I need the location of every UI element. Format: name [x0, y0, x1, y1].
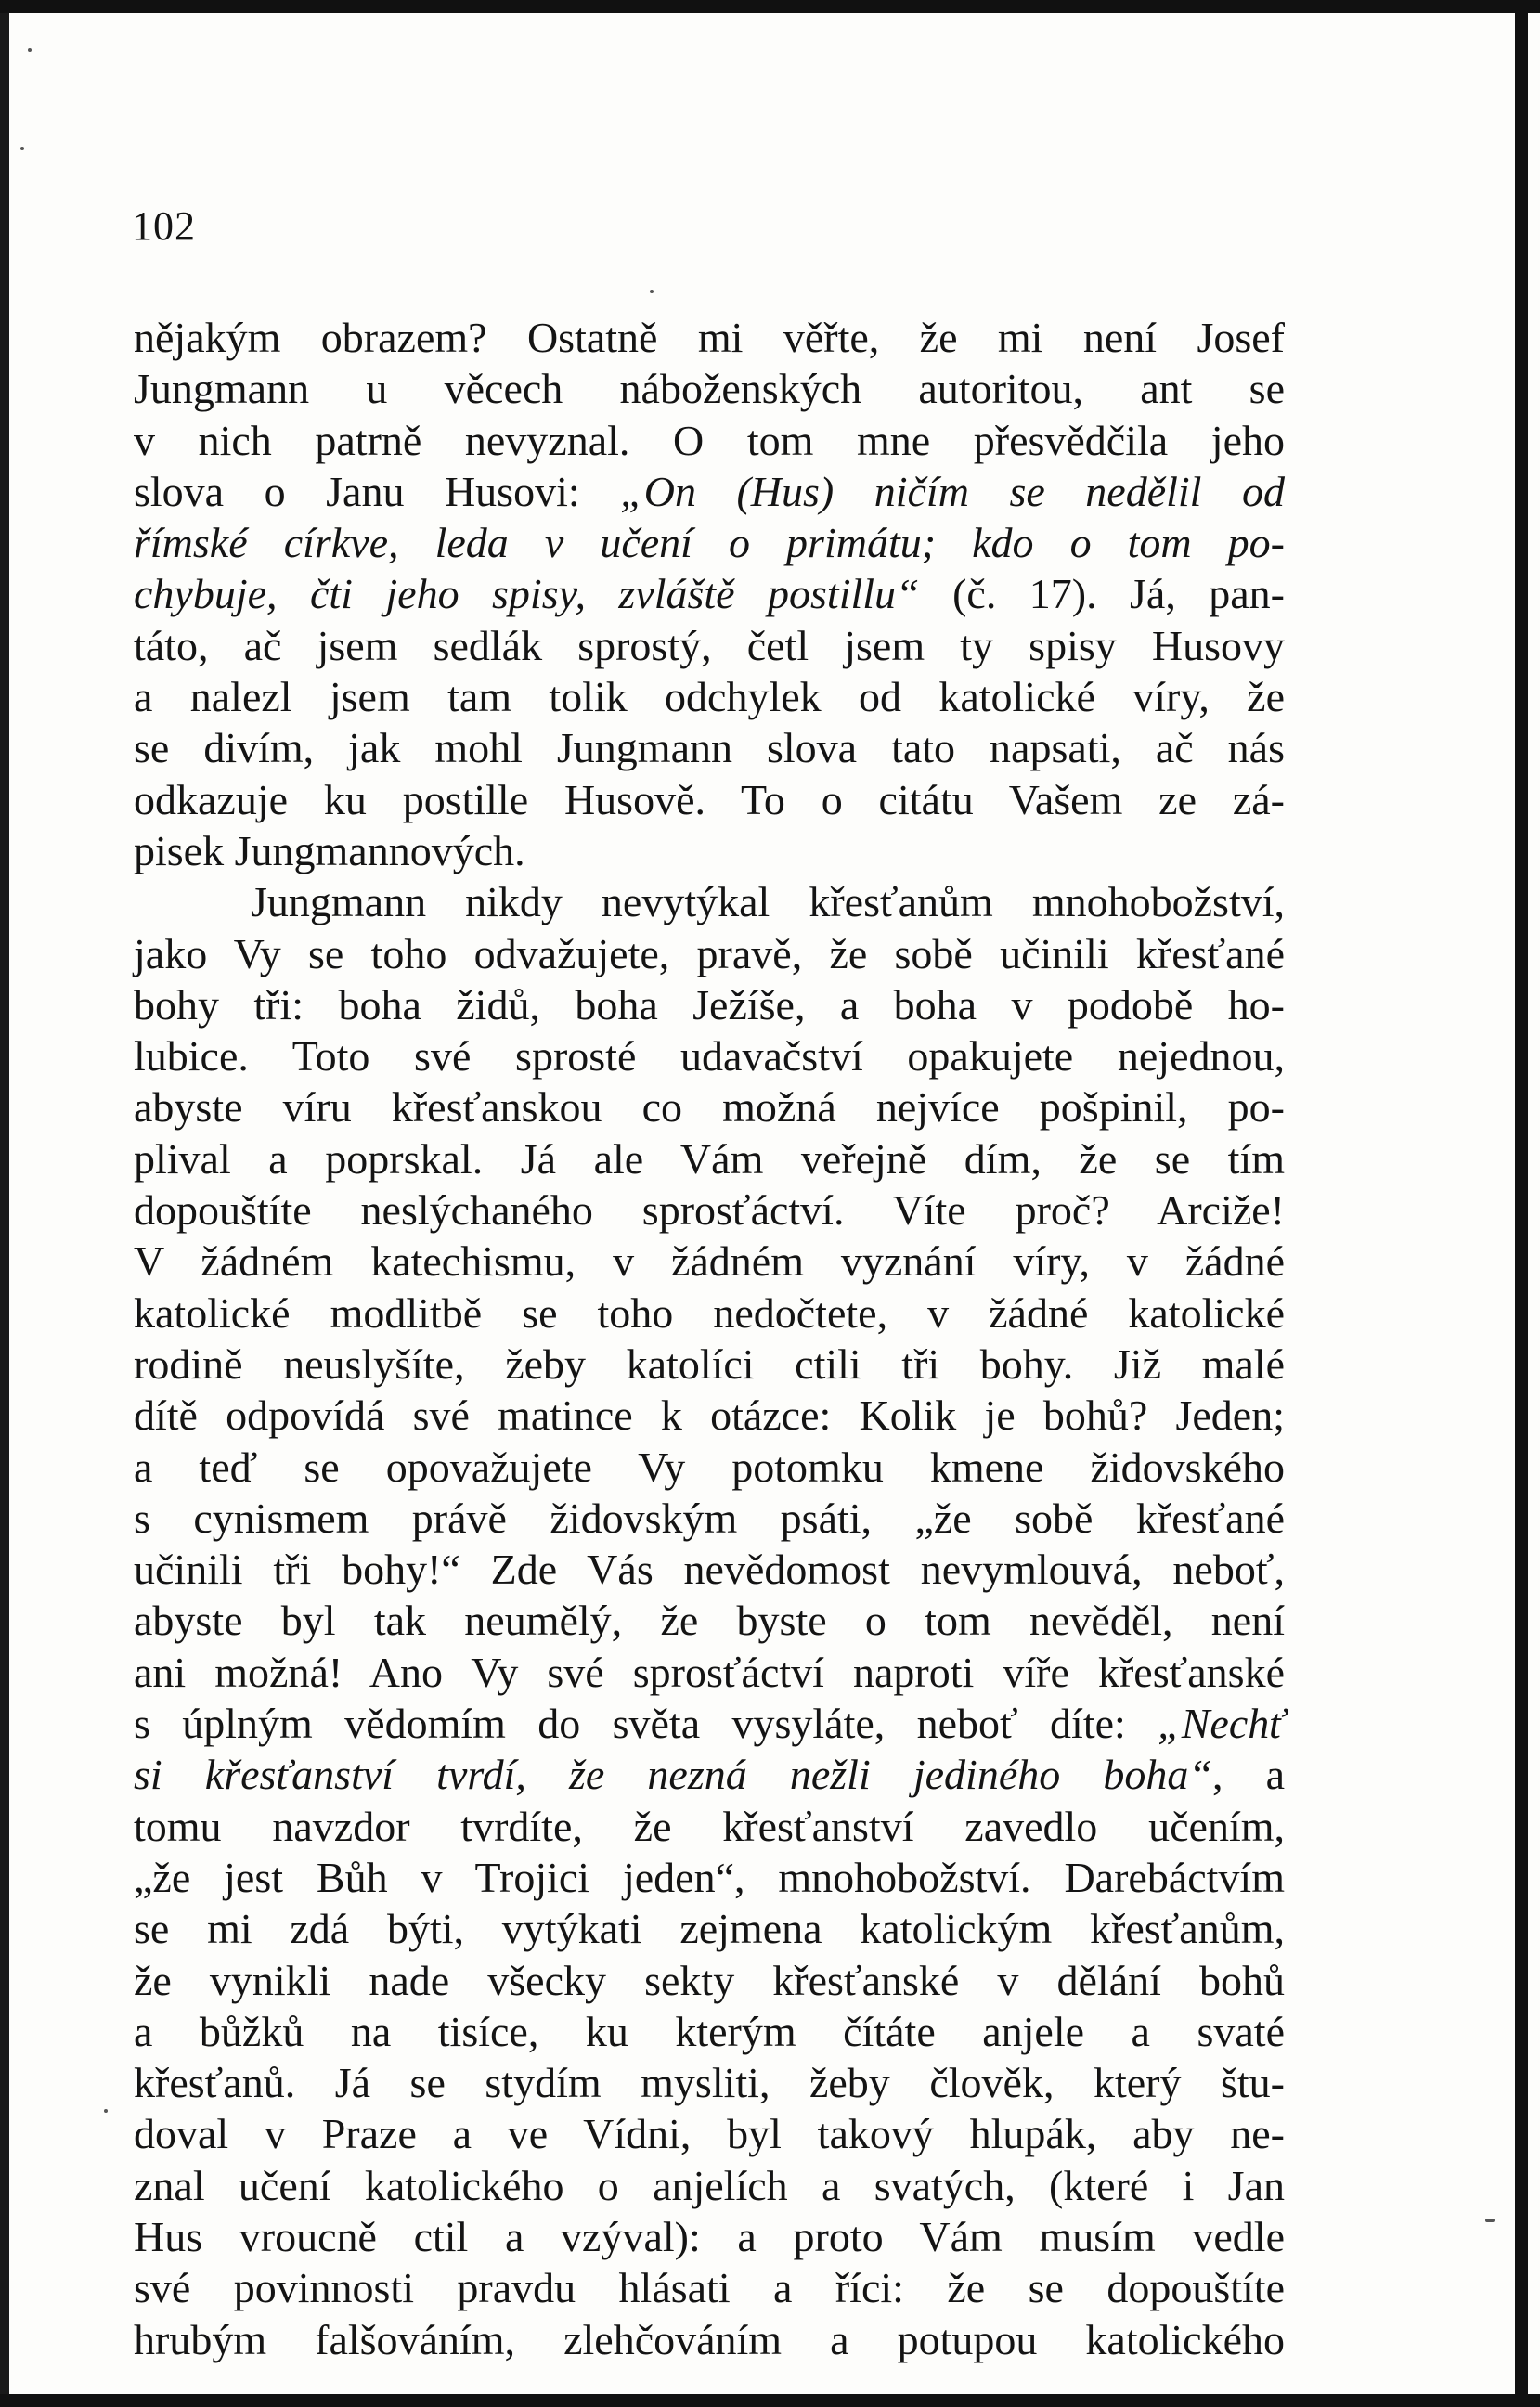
text-segment: se divím, jak mohl Jungmann slova tato napsati, ač nás — [134, 724, 1285, 772]
text-segment: Jungmann nikdy nevytýkal křesťanům mnohobožství, — [251, 878, 1285, 926]
text-line — [134, 1081, 1285, 1132]
text-segment: tomu navzdor tvrdíte, že křesťanství zavedlo učením, — [134, 1802, 1285, 1850]
text-segment: s úplným vědomím do světa vysyláte, neboť díte: — [134, 1700, 1158, 1748]
text-line — [134, 2262, 1285, 2313]
text-segment: se mi zdá býti, vytýkati zejmena katolickým křesťanům, — [134, 1905, 1285, 1953]
text-segment: „že jest Bůh v Trojici jeden“, mnohobožství. Darebáctvím — [134, 1853, 1285, 1901]
text-segment: s cynismem právě židovským psáti, „že sobě křesťané — [134, 1494, 1285, 1542]
text-line — [134, 1647, 1285, 1698]
text-segment: a teď se opovažujete Vy potomku kmene židovského — [134, 1443, 1285, 1491]
text-line — [134, 1852, 1285, 1903]
dust-speck — [20, 147, 24, 150]
scan-edge-left — [0, 0, 9, 2407]
text-segment: (č. 17). Já, pan- — [919, 570, 1285, 618]
body-text — [134, 312, 1285, 2365]
text-segment: V žádném katechismu, v žádném vyznání víry, v žádné — [134, 1237, 1285, 1286]
text-line — [134, 1903, 1285, 1954]
text-segment: plival a poprskal. Já ale Vám veřejně dím, že se tím — [134, 1134, 1285, 1183]
text-line — [134, 1801, 1285, 1852]
text-segment: své povinnosti pravdu hlásati a říci: že se dopouštíte — [134, 2264, 1285, 2312]
text-segment: Jungmann u věcech náboženských autoritou, ant se — [134, 365, 1285, 413]
text-line — [134, 312, 1285, 363]
text-line — [134, 1339, 1285, 1390]
text-line — [134, 671, 1285, 722]
dust-speck — [650, 290, 654, 293]
text-line — [134, 774, 1285, 825]
text-line — [134, 876, 1285, 927]
text-segment: nějakým obrazem? Ostatně mi věřte, že mi není Josef — [134, 314, 1285, 361]
scan-edge-top — [0, 0, 1540, 13]
text-line — [134, 568, 1285, 619]
text-segment: a bůžků na tisíce, ku kterým čítáte anjele a svaté — [134, 2007, 1285, 2055]
text-segment: že vynikli nade všecky sekty křesťanské v dělání bohů — [134, 1956, 1285, 2004]
text-segment: doval v Praze a ve Vídni, byl takový hlupák, aby ne- — [134, 2110, 1285, 2158]
text-segment: v nich patrně nevyznal. O tom mne přesvědčila jeho — [134, 416, 1285, 464]
text-segment: lubice. Toto své sprosté udavačství opakujete nejednou, — [134, 1032, 1285, 1081]
italic-text: římské církve, leda v učení o primátu; kdo o tom po- — [134, 519, 1285, 567]
text-segment: táto, ač jsem sedlák sprostý, četl jsem ty spisy Husovy — [134, 621, 1285, 669]
text-line — [134, 2006, 1285, 2057]
text-segment: abyste byl tak neumělý, že byste o tom nevěděl, není — [134, 1597, 1285, 1645]
text-segment: abyste víru křesťanskou co možná nejvíce pošpinil, po- — [134, 1083, 1285, 1132]
italic-text: chybuje, čti jeho spisy, zvláště postillu“ — [134, 570, 920, 618]
text-segment: , a — [1211, 1751, 1285, 1799]
text-line — [134, 2314, 1285, 2365]
scan-edge-right — [1515, 13, 1528, 2396]
text-segment: ani možná! Ano Vy své sprosťáctví naproti víře křesťanské — [134, 1648, 1285, 1696]
text-segment: dítě odpovídá své matince k otázce: Kolik je bohů? Jeden; — [134, 1391, 1285, 1440]
italic-text: si křesťanství tvrdí, že nezná nežli jediného boha“ — [134, 1751, 1212, 1799]
text-segment: slova o Janu Husovi: — [134, 467, 621, 515]
text-line — [134, 1955, 1285, 2006]
text-line — [134, 1544, 1285, 1595]
text-line — [134, 2057, 1285, 2108]
text-segment: odkazuje ku postille Husově. To o citátu Vašem ze zá- — [134, 775, 1285, 823]
dust-speck — [104, 2109, 108, 2113]
text-line — [134, 1030, 1285, 1081]
text-line — [134, 979, 1285, 1030]
text-segment: znal učení katolického o anjelích a svatých, (které i Jan — [134, 2161, 1285, 2209]
text-line — [134, 2160, 1285, 2211]
text-line — [134, 1288, 1285, 1339]
text-segment: bohy tři: boha židů, boha Ježíše, a boha v podobě ho- — [134, 980, 1285, 1029]
text-line — [134, 415, 1285, 466]
text-line — [134, 1236, 1285, 1287]
text-segment: jako Vy se toho odvažujete, pravě, že sobě učinili křesťané — [134, 929, 1285, 977]
text-segment: katolické modlitbě se toho nedočtete, v žádné katolické — [134, 1288, 1285, 1337]
scan-edge-bottom — [0, 2394, 1540, 2407]
text-line — [134, 1442, 1285, 1493]
text-segment: a nalezl jsem tam tolik odchylek od katolické víry, že — [134, 673, 1285, 721]
italic-text: „On (Hus) ničím se nedělil od — [620, 467, 1285, 515]
text-line — [134, 1698, 1285, 1749]
text-line — [134, 517, 1285, 568]
text-segment: učinili tři bohy!“ Zde Vás nevědomost nevymlouvá, neboť, — [134, 1546, 1285, 1594]
text-line — [134, 1184, 1285, 1236]
text-line — [134, 1390, 1285, 1441]
text-line — [134, 1749, 1285, 1800]
page-number: 102 — [132, 203, 196, 249]
text-line — [134, 1595, 1285, 1646]
text-line — [134, 363, 1285, 414]
text-segment: Hus vroucně ctil a vzýval): a proto Vám musím vedle — [134, 2212, 1285, 2260]
text-line — [134, 2108, 1285, 2159]
text-segment: pisek Jungmannových. — [134, 826, 525, 874]
text-segment: hrubým falšováním, zlehčováním a potupou katolického — [134, 2315, 1285, 2363]
text-segment: rodině neuslyšíte, žeby katolíci ctili tři bohy. Již malé — [134, 1339, 1285, 1388]
text-line — [134, 1133, 1285, 1184]
dust-speck — [28, 48, 32, 52]
text-segment: křesťanů. Já se stydím mysliti, žeby člověk, který štu- — [134, 2059, 1285, 2107]
text-line — [134, 466, 1285, 517]
italic-text: „Nechť — [1158, 1700, 1285, 1748]
text-line — [134, 2211, 1285, 2262]
text-line — [134, 620, 1285, 671]
text-line — [134, 825, 1285, 876]
text-line — [134, 1493, 1285, 1544]
text-line — [134, 722, 1285, 773]
text-segment: dopouštíte neslýchaného sprosťáctví. Víte proč? Arciže! — [134, 1186, 1285, 1235]
dust-speck — [1485, 2219, 1495, 2222]
text-line — [134, 928, 1285, 979]
